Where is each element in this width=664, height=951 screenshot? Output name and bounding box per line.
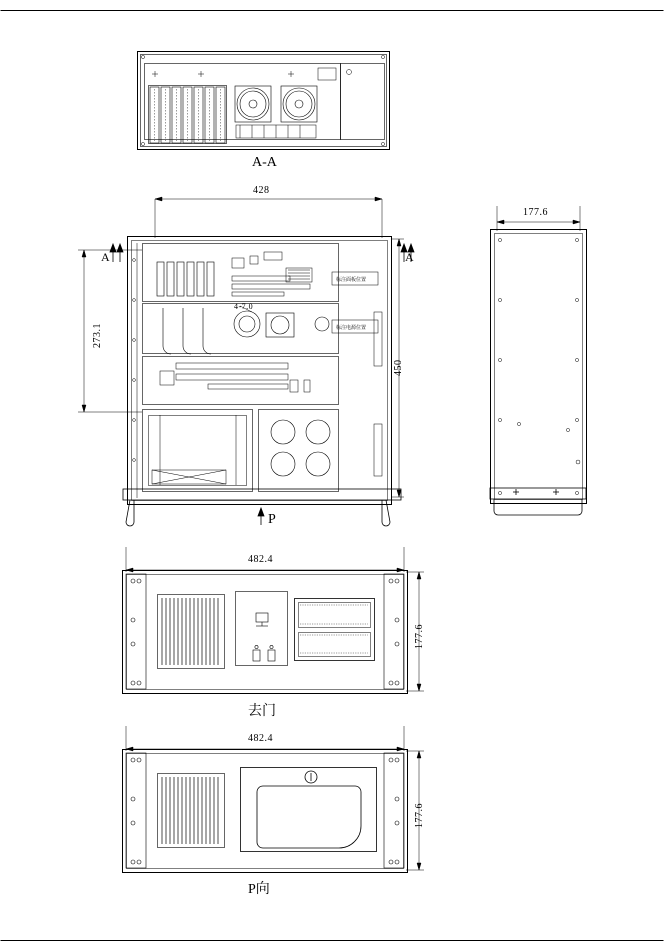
note-power-position: 标注电源位置	[336, 325, 367, 331]
dim-text-side-177-6: 177.6	[523, 207, 548, 218]
view-caption-front-door: 去门	[248, 704, 276, 719]
dim-text-450: 450	[393, 359, 404, 376]
view-side-elevation	[490, 206, 587, 515]
dim-text-hole-diameter: 4-7.0	[234, 302, 254, 311]
view-caption-section-aa: A-A	[252, 155, 277, 170]
dim-text-front1-482-4: 482.4	[248, 554, 273, 565]
section-mark-label-right: A	[405, 250, 415, 264]
dim-line-273	[78, 250, 142, 412]
view-caption-p-arrow: P	[268, 512, 276, 527]
view-direction-arrow-p	[258, 508, 264, 525]
dim-text-428: 428	[253, 185, 270, 196]
dim-text-front2-482-4: 482.4	[248, 733, 273, 744]
view-caption-front-p: P向	[248, 882, 270, 897]
dim-line-428	[155, 197, 382, 238]
dim-text-front1-177-6: 177.6	[414, 624, 425, 649]
view-top-plan	[78, 197, 414, 526]
dim-text-front2-177-6: 177.6	[414, 803, 425, 828]
section-mark-arrows	[110, 244, 414, 262]
view-front-direction-p	[123, 726, 425, 873]
note-panel-position: 标注面板位置	[336, 277, 367, 283]
view-section-aa	[138, 52, 390, 150]
section-mark-label-left: A	[101, 250, 111, 264]
dim-text-273-1: 273.1	[92, 323, 103, 348]
view-front-door-removed	[123, 547, 425, 694]
